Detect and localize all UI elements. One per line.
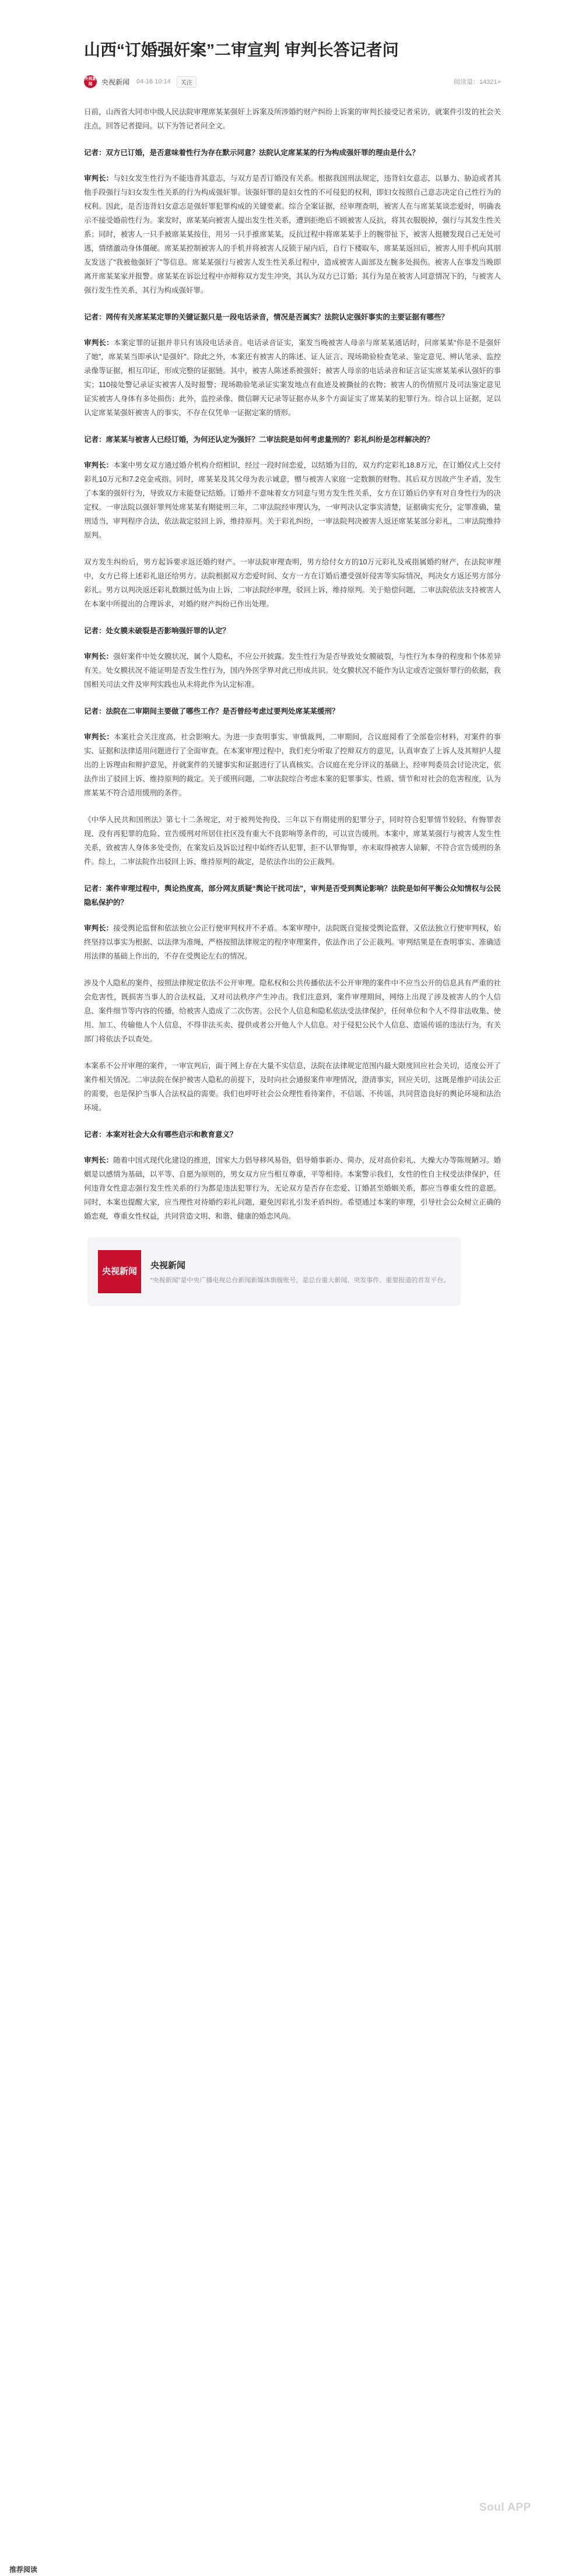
view-count: 阅读量：14321+ — [453, 79, 501, 86]
answer-text: 本案定罪的证据并非只有该段电话录音。电话录音证实，案发当晚被害人母亲与席某某通话时，问席某某“你是不是强奸了她”，席某某当即承认“是强奸”。除此之外，本案还有被害人的陈述、证人证言、现场勘验检查笔录、鉴定意见、辨认笔录、监控录像等证据，相互印证，形成完整的证据链。其中，被害人陈述系被强奸；被害人母亲的电话录音和证言证实席某某承认强奸的事实；110接处警记录证实被害人及时报警；现场勘验笔录证实案发地点有血迹及被撕扯的衣物；被害人的伤情照片及司法鉴定意见证实被害人身体有多处损伤；此外，监控录像、微信聊天记录等证据亦从多个方面证实了席某某的犯罪行为。综合以上证据，足以认定席某某强奸被害人的事实，不存在仅凭单一证据定案的情形。 — [84, 339, 501, 417]
answer-text: 本案中男女双方通过婚介机构介绍相识，经过一段时间恋爱，以结婚为目的，双方约定彩礼18.8万元，在订婚仪式上交付彩礼10万元和7.2克金戒指。同时，席某某及其父母为表示诚意，赠与被害人家庭一定数额的财物。其后双方因故产生矛盾，发生了本案的强奸行为，导致双方未能登记结婚。订婚并不意味着女方同意与男方发生性关系，女方在订婚后仍享有对自身性行为的决定权。一审法院以强奸罪判处席某某有期徒刑三年，二审法院经审理认为，一审判决认定事实清楚，证据确实充分，定罪准确，量刑适当，审判程序合法，依法裁定驳回上诉，维持原判。关于彩礼纠纷，一审法院判决被害人返还席某某部分彩礼，二审法院维持原判。 — [84, 461, 501, 539]
speaker-label: 审判长： — [84, 461, 114, 469]
author-name[interactable]: 央视新闻 — [101, 78, 130, 86]
question-paragraph: 记者：案件审理过程中，舆论热度高，部分网友质疑“舆论干扰司法”，审判是否受到舆论影响？法院是如何平衡公众知情权与公民隐私保护的？ — [84, 885, 501, 907]
recommend-heading[interactable]: 推荐阅读 — [9, 2566, 38, 2574]
question-paragraph: 记者：双方已订婚，是否意味着性行为存在默示同意？法院认定席某某的行为构成强奸罪的理由是什么？ — [84, 149, 420, 157]
source-info — [150, 1259, 450, 1285]
speaker-label: 审判长： — [84, 174, 114, 183]
question-paragraph: 记者：席某某与被害人已经订婚，为何还认定为强奸？二审法院是如何考虑量刑的？彩礼纠纷是怎样解决的？ — [84, 436, 434, 444]
body-paragraph: 本案系不公开审理的案件，一审宣判后，面于网上存在大量不实信息，法院在法律规定范围内最大限度回应社会关切，适度公开了案件相关情况。二审法院在保护被害人隐私的前提下，及时向社会通报案件审理情况，澄清事实，回应关切，这既是维护司法公正的需要，也是保护当事人合法权益的需要。我们也呼吁社会公众理性看待案件，不信谣、不传谣，共同营造良好的舆论环境和法治环境。 — [84, 1062, 501, 1112]
answer-text: 与妇女发生性行为不能违背其意志，与双方是否订婚没有关系。根据我国刑法规定，违背妇女意志，以暴力、胁迫或者其他手段强行与妇女发生性关系的行为构成强奸罪。该强奸罪的是妇女性的不可侵犯的权利，即妇女按照自己意志决定自己性行为的权利。因此，是否违背妇女意志是强奸罪犯罪构成的关键要素。综合全案证据，经审理查明，被害人在与席某某谈恋爱时，明确表示不接受婚前性行为。案发时，席某某向被害人提出发生性关系，遭到拒绝后不顾被害人反抗，将其衣服脱掉，强行与其发生性关系；同时，被害人一只手被席某某按住，用另一只手推席某某，反抗过程中将席某某手上的腕带扯下，被害人挺腰发现自己无处可逃，情绪激动身体僵硬。席某某控制被害人的手机并将被害人反锁于屋内后，自行下楼取车，席某某返回后，被害人用手机向其朋友发送了“我被他强奸了”等信息。席某某强行与被害人发生性关系过程中，造成被害人面部及左腕多处损伤。被害人在事发当晚即离开席某某家并报警。席某某在诉讼过程中亦辩称双方发生冲突，其认为双方已订婚；其行为是在被害人同意情况下的，与被害人强行发生性关系，其行为构成强奸罪。 — [84, 174, 501, 294]
article-meta — [84, 70, 501, 93]
answer-paragraph — [84, 458, 501, 542]
body-paragraph: 日前，山西省大同市中级人民法院审理席某某强奸上诉案及所涉婚约财产纠纷上诉案的审判长接受记者采访，就案件引发的社会关注点，回答记者提问。以下为答记者问全文。 — [84, 108, 501, 130]
answer-paragraph — [84, 171, 501, 297]
author-avatar[interactable]: 央视新闻 — [84, 75, 97, 88]
answer-paragraph — [84, 921, 501, 963]
speaker-label: 审判长： — [84, 1156, 114, 1164]
source-card[interactable] — [87, 1237, 461, 1306]
article-title: 山西“订婚强奸案”二审宣判 审判长答记者问 — [84, 41, 399, 59]
speaker-label: 审判长： — [84, 652, 114, 661]
source-description: “央视新闻”是中央广播电视总台新闻新媒体旗舰账号，是总台重大新闻、突发事件、重要报道的首发平台。 — [150, 1276, 450, 1284]
question-paragraph: 记者：本案对社会大众有哪些启示和教育意义？ — [84, 1131, 237, 1139]
question-paragraph: 记者：处女膜未破裂是否影响强奸罪的认定？ — [84, 627, 230, 635]
answer-paragraph — [84, 1153, 501, 1223]
speaker-label: 审判长： — [84, 339, 114, 347]
answer-paragraph — [84, 730, 501, 800]
answer-paragraph — [84, 336, 501, 420]
question-paragraph: 记者：网传有关席某某定罪的关键证据只是一段电话录音，情况是否属实？法院认定强奸事实的主要证据有哪些？ — [84, 313, 449, 321]
answer-text: 接受舆论监督和依法独立公正行使审判权并不矛盾。本案审理中，法院既自觉接受舆论监督，又依法独立行使审判权，始终坚持以事实为根据、以法律为准绳，严格按照法律规定的程序审理案件，依法作出了公正裁判。审判结果是在查明事实、准确适用法律的基础上作出的，不存在受舆论左右的情况。 — [84, 924, 501, 960]
source-logo: 央视新闻 — [98, 1250, 141, 1293]
answer-text: 本案社会关注度高，社会影响大。为进一步查明事实、审慎裁判，二审期间，合议庭阅看了全部卷宗材料，对案件的事实、证据和法律适用问题进行了全面审查。在本案审理过程中，我们充分听取了控辩双方的意见，认真审查了上诉人及其辩护人提出的上诉理由和辩护意见，并就案件的关键事实和证据进行了认真核实。合议庭在充分评议的基础上，经审判委员会讨论决定，依法作出了驳回上诉、维持原判的裁定。关于缓刑问题，二审法院综合考虑本案的犯罪事实、性质、情节和对社会的危害程度，认为席某某不符合适用缓刑的条件。 — [84, 733, 501, 797]
body-paragraph: 双方发生纠纷后，男方起诉要求返还婚约财产。一审法院审理查明，男方给付女方的10万元彩礼及戒指属婚约财产，在法院审理中，女方已将上述彩礼退还给男方。法院根据双方恋爱时间、女方一方在订婚后遭受强奸侵害等实际情况，判决女方返还男方部分彩礼。男方以判决返还彩礼数额过低为由上诉，二审法院经审理，驳回上诉，维持原判。关于赔偿问题，二审法院依法支持被害人在本案中所提出的合理诉求，对婚约财产纠纷已作出处理。 — [84, 558, 501, 608]
publish-time: 04-16 10:14 — [136, 78, 171, 85]
answer-text: 强奸案件中处女膜状况，属个人隐私，不应公开披露。发生性行为是否导致处女膜破裂，与性行为本身的程度和个体差异有关。处女膜状况不能证明是否发生性行为，国内外医学界对此已形成共识。处女膜状况不能作为认定或否定强奸罪行的依据，我国相关司法文件及审判实践也从未将此作为认定标准。 — [84, 652, 501, 689]
speaker-label: 审判长： — [84, 733, 114, 741]
article-body — [84, 105, 501, 1223]
source-name: 央视新闻 — [150, 1260, 186, 1271]
app-watermark: Soul APP — [479, 2501, 531, 2514]
body-paragraph: 涉及个人隐私的案件，按照法律规定依法不公开审理。隐私权和公共传播依法不公开审理的案件中不应当公开的信息具有严重的社会危害性，既损害当事人的合法权益，又对司法秩序产生冲击。我们注意到，案件审理期间，网络上出现了涉及被害人的个人信息、案件细节等内容的传播，给被害人造成了二次伤害。公民个人信息和隐私依法受法律保护，任何单位和个人不得非法收集、使用、加工、传输他人个人信息，不得非法买卖、提供或者公开他人个人信息。对于侵犯公民个人信息、造谣传谣的违法行为，有关部门将依法予以查处。 — [84, 979, 501, 1043]
question-paragraph: 记者：法院在二审期间主要做了哪些工作？是否曾经考虑过要判处席某某缓刑？ — [84, 707, 339, 715]
speaker-label: 审判长： — [84, 924, 114, 932]
answer-text: 随着中国式现代化建设的推进，国家大力倡导移风易俗，倡导婚事新办、简办，反对高价彩礼、大操大办等陈规陋习。婚姻是以感情为基础，以平等、自愿为原则的，男女双方应当相互尊重，平等相待。本案警示我们，女性的性自主权受法律保护，任何违背女性意志强行发生性关系的行为都是违法犯罪行为，无论双方是否存在恋爱、订婚甚至婚姻关系，都应当尊重女性的意愿。同时，本案也提醒大家，应当理性对待婚约彩礼问题，避免因彩礼引发矛盾纠纷。希望通过本案的审理，引导社会公众树立正确的婚恋观，尊重女性权益，共同营造文明、和谐、健康的婚恋风尚。 — [84, 1156, 501, 1220]
follow-button[interactable]: 关注 — [177, 76, 196, 87]
body-paragraph: 《中华人民共和国刑法》第七十二条规定，对于被判处拘役、三年以下有期徒刑的犯罪分子，同时符合犯罪情节较轻、有悔罪表现、没有再犯罪的危险、宣告缓刑对所居住社区没有重大不良影响等条件的，可以宣告缓刑。本案中，席某某强行与被害人发生性关系，致被害人身体多处受伤，在案发后及诉讼过程中始终否认犯罪，拒不认罪悔罪，亦未取得被害人谅解，不符合宣告缓刑的条件。综上，二审法院作出驳回上诉、维持原判的裁定，是依法作出的公正裁判。 — [84, 816, 501, 866]
answer-paragraph — [84, 650, 501, 692]
